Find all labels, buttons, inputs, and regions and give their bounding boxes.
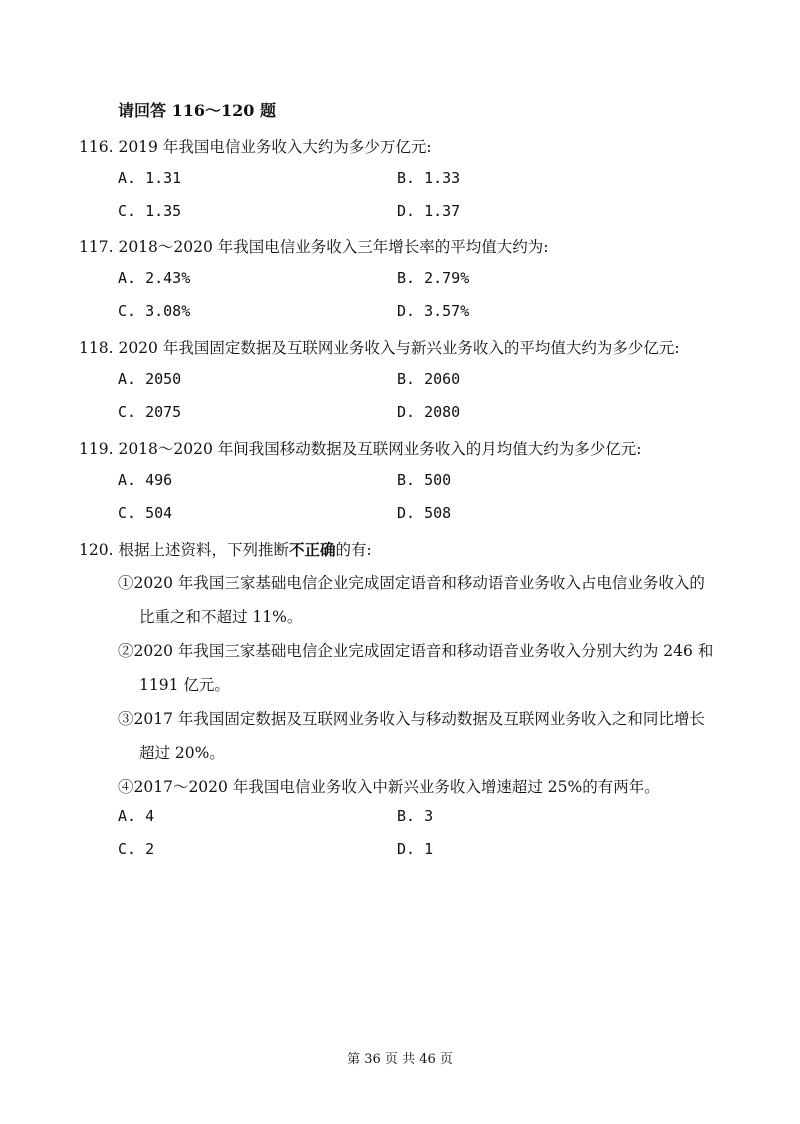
question-number: 120. [79,541,114,559]
section-heading: 请回答 116～120 题 [118,101,276,120]
statement-3-line-1: ③2017 年我国固定数据及互联网业务收入与移动数据及互联网业务收入之和同比增长 [118,710,705,728]
statement-4: ④2017～2020 年我国电信业务收入中新兴业务收入增速超过 25%的有两年。 [118,778,660,796]
question-number: 118. [79,339,114,357]
option-d[interactable]: D. 508 [397,504,452,522]
option-d[interactable]: D. 1.37 [397,202,461,220]
question-number: 116. [79,138,114,156]
option-c[interactable]: C. 3.08% [118,302,191,320]
question-text [79,437,642,459]
option-b[interactable]: B. 500 [397,471,452,489]
question-stem: 根据上述资料，下列推断 [118,541,289,559]
option-a[interactable]: A. 496 [118,471,173,489]
statement-1-line-2: 比重之和不超过 11%。 [139,608,303,626]
statement-2-line-1: ②2020 年我国三家基础电信企业完成固定语音和移动语音业务收入分别大约为 246 和 [118,642,714,660]
statement-1-line-1: ①2020 年我国三家基础电信企业完成固定语音和移动语音业务收入占电信业务收入的 [118,574,705,592]
question-stem-end: 的有: [335,541,372,559]
option-d[interactable]: D. 1 [397,840,434,858]
question-stem: 2020 年我国固定数据及互联网业务收入与新兴业务收入的平均值大约为多少亿元: [118,339,680,357]
option-a[interactable]: A. 1.31 [118,169,182,187]
option-c[interactable]: C. 504 [118,504,173,522]
question-number: 117. [79,238,114,256]
question-number: 119. [79,440,114,458]
question-text [79,538,372,560]
option-b[interactable]: B. 2.79% [397,269,470,287]
option-d[interactable]: D. 3.57% [397,302,470,320]
question-stem: 2018～2020 年间我国移动数据及互联网业务收入的月均值大约为多少亿元: [118,440,642,458]
question-text [79,336,680,358]
option-c[interactable]: C. 1.35 [118,202,182,220]
option-a[interactable]: A. 2.43% [118,269,191,287]
option-c[interactable]: C. 2 [118,840,155,858]
question-text [79,235,549,257]
option-b[interactable]: B. 2060 [397,370,461,388]
statement-2-line-2: 1191 亿元。 [139,676,230,694]
statement-3-line-2: 超过 20%。 [139,744,225,762]
option-a[interactable]: A. 2050 [118,370,182,388]
question-text [79,135,432,157]
option-d[interactable]: D. 2080 [397,403,461,421]
option-a[interactable]: A. 4 [118,807,155,825]
question-stem: 2019 年我国电信业务收入大约为多少万亿元: [118,138,432,156]
option-c[interactable]: C. 2075 [118,403,182,421]
option-b[interactable]: B. 1.33 [397,169,461,187]
question-stem: 2018～2020 年我国电信业务收入三年增长率的平均值大约为: [118,238,549,256]
emphasis-text: 不正确 [288,540,336,559]
page-number-footer: 第 36 页 共 46 页 [347,1052,453,1067]
option-b[interactable]: B. 3 [397,807,434,825]
